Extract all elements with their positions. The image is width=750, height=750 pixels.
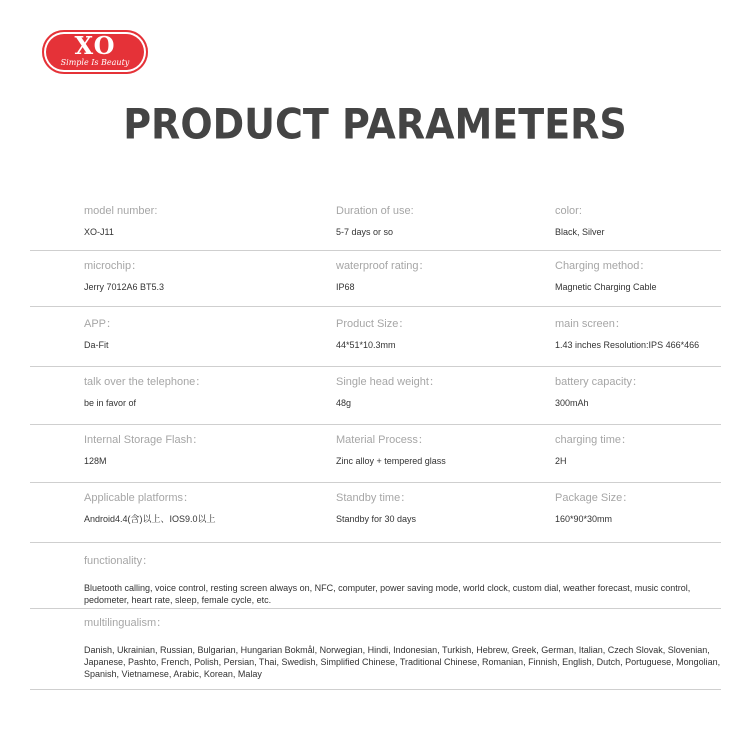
logo-slogan: Simple Is Beauty [60, 58, 130, 67]
param-value: 300mAh [555, 398, 589, 408]
brand-logo [42, 30, 148, 74]
param-value: 44*51*10.3mm [336, 340, 396, 350]
param-value: Zinc alloy + tempered glass [336, 456, 446, 466]
multilingualism-section [84, 617, 734, 680]
param-label: microchip： [84, 260, 143, 272]
param-value: 48g [336, 398, 352, 408]
param-cell [84, 376, 206, 409]
param-label: Single head weight： [336, 376, 440, 388]
multilingualism-value: Danish, Ukrainian, Russian, Bulgarian, Hungarian Bokmål, Norwegian, Hindi, Indonesian, Turkish, Hebrew, Greek, German, Italian, Czech Slovak, Slovenian, Japanese, Pashto, French, Polish, Persian, Thai, Swedish, Simplified Chinese, Traditional Chinese, Romanian, Finnish, English, Dutch, Portuguese, Mongolian, Spanish, Vietnamese, Arabic, Korean, Malay [84, 645, 721, 679]
param-cell [336, 260, 430, 293]
param-cell [336, 434, 446, 467]
param-cell [84, 434, 203, 467]
param-label: Material Process： [336, 434, 429, 446]
param-cell [84, 318, 117, 351]
param-value: Android4.4(含)以上、IOS9.0以上 [84, 514, 216, 524]
functionality-value: Bluetooth calling, voice control, resting screen always on, NFC, computer, power saving mode, world clock, custom dial, weather forecast, music control, pedometer, heart rate, sleep, female cycle, etc. [84, 583, 691, 605]
param-label: Product Size： [336, 318, 410, 330]
param-label: Charging method： [555, 260, 651, 272]
param-row [30, 434, 721, 483]
param-row [30, 260, 721, 307]
section-divider [30, 608, 721, 609]
param-value: IP68 [336, 282, 355, 292]
param-label: Standby time： [336, 492, 412, 504]
param-cell [555, 492, 633, 525]
param-value: 1.43 inches Resolution:IPS 466*466 [555, 340, 700, 350]
param-value: Da-Fit [84, 340, 109, 350]
param-cell [84, 492, 216, 525]
param-label: talk over the telephone： [84, 376, 207, 388]
param-cell [555, 205, 605, 238]
param-label: Duration of use: [336, 205, 414, 217]
param-label: Package Size： [555, 492, 634, 504]
param-value: Standby for 30 days [336, 514, 417, 524]
param-cell [555, 434, 632, 467]
param-value: 5-7 days or so [336, 227, 394, 237]
param-label: waterproof rating： [336, 260, 430, 272]
logo-mark: XO [74, 31, 116, 60]
param-cell [555, 376, 643, 409]
param-value: Magnetic Charging Cable [555, 282, 657, 292]
multilingualism-label: multilingualism： [84, 617, 168, 629]
param-label: charging time： [555, 434, 633, 446]
param-row [30, 376, 721, 425]
param-cell [336, 376, 440, 409]
param-cell [84, 205, 157, 238]
param-row [30, 318, 721, 367]
param-cell [336, 492, 416, 525]
param-cell [336, 318, 409, 351]
param-cell [336, 205, 414, 238]
param-value: 128M [84, 456, 107, 466]
param-cell [555, 260, 657, 293]
param-value: 2H [555, 456, 567, 466]
param-row [30, 205, 721, 251]
param-value: XO-J11 [84, 227, 114, 237]
functionality-label: functionality： [84, 555, 154, 567]
param-label: battery capacity： [555, 376, 644, 388]
param-label: Internal Storage Flash： [84, 434, 204, 446]
param-value: Jerry 7012A6 BT5.3 [84, 282, 165, 292]
param-cell [555, 318, 699, 351]
param-row [30, 492, 721, 543]
param-label: APP： [84, 318, 118, 330]
functionality-section [84, 555, 734, 606]
page-title: PRODUCT PARAMETERS [123, 99, 627, 149]
param-cell [84, 260, 164, 293]
param-label: Applicable platforms： [84, 492, 195, 504]
section-divider [30, 689, 721, 690]
param-value: Black, Silver [555, 227, 605, 237]
param-value: 160*90*30mm [555, 514, 613, 524]
param-label: color: [555, 205, 582, 217]
param-label: main screen： [555, 318, 626, 330]
param-label: model number: [84, 205, 158, 217]
param-value: be in favor of [84, 398, 137, 408]
